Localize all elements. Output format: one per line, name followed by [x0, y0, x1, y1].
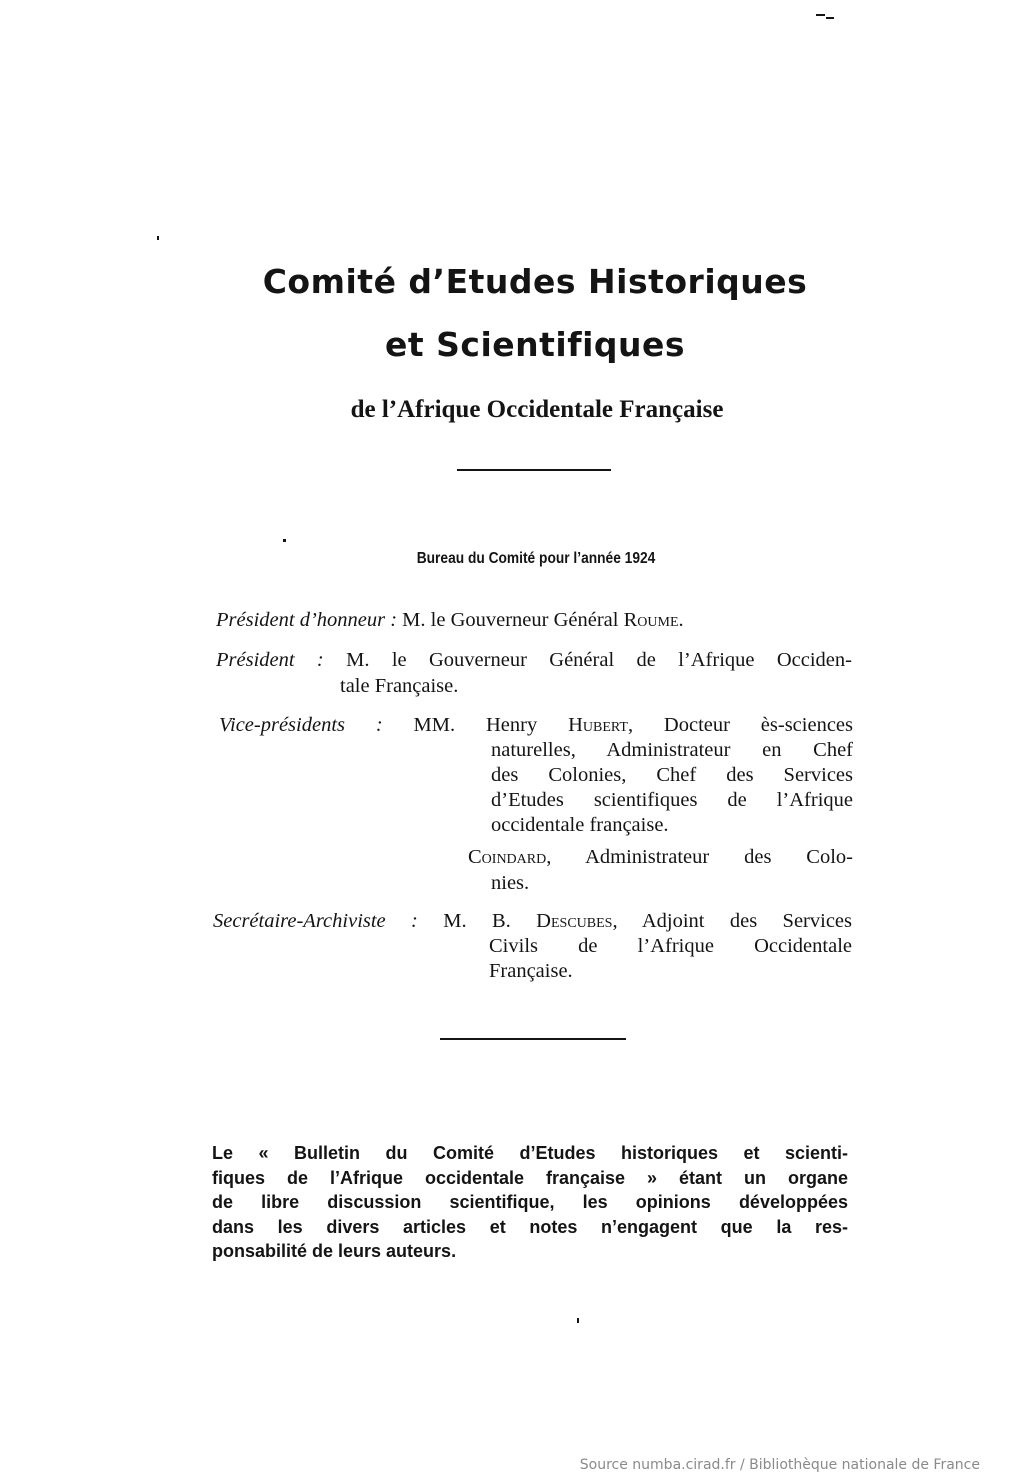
secretary-line: Civils de l’Afrique Occidentale	[489, 935, 852, 957]
notice-line: ponsabilité de leurs auteurs.	[212, 1241, 457, 1261]
honorary-president-prefix: M. le Gouverneur Général	[397, 609, 624, 631]
vp1-line: d’Etudes scientifiques de l’Afrique	[491, 789, 853, 811]
vice-presidents-role: Vice-présidents :	[219, 714, 383, 736]
notice-line: Le « Bulletin du Comité d’Etudes historiques et scienti-	[212, 1143, 848, 1163]
president-line-2: tale Française.	[340, 675, 459, 697]
president-line-1: M. le Gouverneur Général de l’Afrique Occiden-	[323, 649, 852, 671]
disclaimer-notice	[212, 1141, 848, 1264]
title-line-2: et Scientifiques	[384, 325, 686, 364]
print-speck	[283, 539, 286, 542]
vp2-line-2: nies.	[491, 872, 530, 894]
divider-rule	[457, 469, 611, 471]
secretary-prefix: M. B.	[417, 910, 537, 932]
secretary-line: Française.	[489, 960, 573, 982]
print-speck	[816, 14, 825, 16]
vp1-suffix: , Docteur ès-sciences	[627, 714, 854, 736]
honorary-president-name: Roume	[623, 609, 679, 631]
president-entry	[216, 648, 852, 673]
notice-line: de libre discussion scientifique, les opinions développées	[212, 1192, 848, 1212]
vice-presidents-entry	[219, 713, 853, 738]
notice-line: fiques de l’Afrique occidentale française » étant un organe	[212, 1167, 848, 1188]
secretary-description	[489, 934, 852, 984]
vp2-name: Coindard	[468, 846, 547, 868]
vp1-line: des Colonies, Chef des Services	[491, 764, 853, 786]
honorary-president-role: Président d’honneur :	[216, 609, 398, 631]
subtitle: de l’Afrique Occidentale Française	[350, 396, 724, 423]
print-speck	[157, 236, 159, 240]
vp1-prefix: MM. Henry	[382, 714, 569, 736]
secretary-suffix: , Adjoint des Services	[612, 910, 852, 932]
print-speck	[577, 1318, 579, 1323]
print-speck	[826, 17, 834, 19]
vp1-name: Hubert	[568, 714, 628, 736]
honorary-president-entry	[216, 608, 684, 633]
president-role: Président :	[216, 649, 324, 671]
vp1-line: naturelles, Administrateur en Chef	[491, 739, 853, 761]
vp2-entry	[468, 845, 853, 870]
honorary-president-suffix: .	[678, 609, 684, 631]
secretary-role: Secrétaire-Archiviste :	[213, 910, 418, 932]
vp1-line: occidentale française.	[491, 814, 669, 836]
secretary-name: Descubes	[536, 910, 613, 932]
vp2-suffix: , Administrateur des Colo-	[546, 846, 853, 868]
title-line-1: Comité d’Etudes Historiques	[262, 262, 808, 301]
source-attribution: Source numba.cirad.fr / Bibliothèque nationale de France	[579, 1457, 980, 1473]
bureau-heading: Bureau du Comité pour l’année 1924	[416, 550, 656, 567]
vp1-description	[491, 738, 853, 838]
divider-rule	[440, 1038, 626, 1040]
secretary-entry	[213, 909, 852, 934]
notice-line: dans les divers articles et notes n’engagent que la res-	[212, 1216, 848, 1237]
